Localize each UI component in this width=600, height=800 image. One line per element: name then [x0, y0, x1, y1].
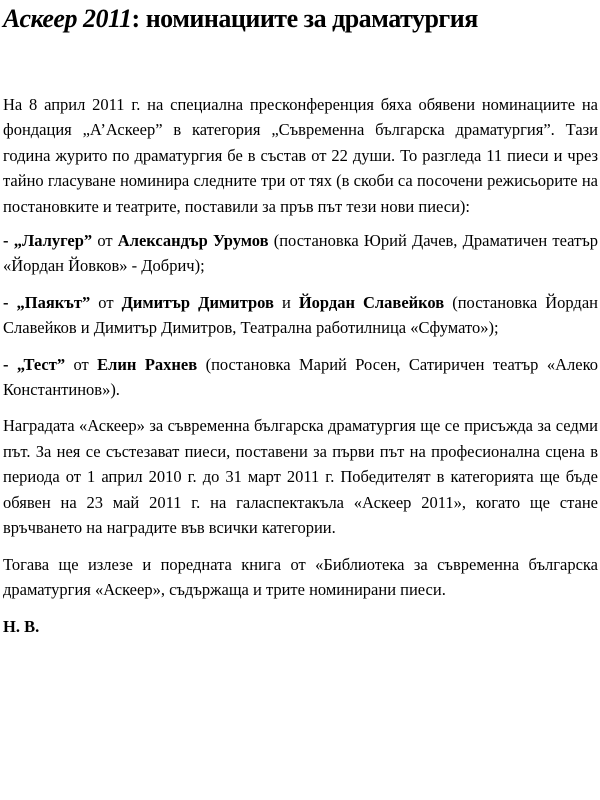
article-title: [3, 0, 598, 36]
nominee-item: [3, 290, 598, 341]
author-signature: Н. В.: [3, 617, 40, 637]
nominee-play-title: „Паякът”: [16, 292, 91, 312]
article-body: [3, 92, 598, 602]
nominee-author: Александър Урумов: [117, 231, 269, 251]
nominee-by: от: [65, 354, 98, 374]
nominee-details: (постановка Йордан Славейков и Димитър Димитров, Театрална работилница «Сфумато»);: [3, 292, 598, 338]
nominee-and: и: [273, 292, 299, 312]
nominee-by: от: [90, 292, 122, 312]
nominee-author: Димитър Димитров: [121, 292, 274, 312]
nominee-play-title: „Лалугер”: [13, 231, 93, 251]
nominee-bullet: -: [3, 231, 14, 251]
nominee-bullet: -: [3, 354, 17, 374]
article-title-rest: : номинациите за драматургия: [131, 4, 478, 33]
nominee-details: (постановка Юрий Дачев, Драматичен театър «Йордан Йовков» - Добрич);: [3, 231, 598, 276]
nominee-details: (постановка Марий Росен, Сатиричен театър «Алеко Константинов»).: [3, 354, 598, 400]
book-paragraph: Тогава ще излезе и поредната книга от «Библиотека за съвременна българска драматургия «Аскеер», съдържаща и трите номинирани пиеси.: [3, 554, 598, 599]
article-title-italic: Аскеер 2011: [3, 4, 132, 33]
nominee-author-2: Йордан Славейков: [298, 292, 445, 312]
nominee-author: Елин Рахнев: [97, 354, 198, 374]
nominee-bullet: -: [3, 292, 17, 312]
nominee-item: [3, 228, 598, 279]
nominee-play-title: „Тест”: [16, 354, 66, 374]
nominee-by: от: [92, 231, 118, 251]
nominee-item: [3, 352, 598, 403]
award-paragraph: Наградата «Аскеер» за съвременна българска драматургия ще се присъжда за седми път. За нея се състезават пиеси, поставени за първи път на професионална сцена в периода от 1 април 2010 г. до 31 март 2011 г. Победителят в категорията ще бъде обявен на 23 май 2011 г. на галаспектакъла «Аскеер 2011», когато ще стане връчването на наградите във всички категории.: [3, 416, 598, 538]
intro-paragraph: На 8 април 2011 г. на специална пресконференция бяха обявени номинациите на фондация „А’Аскеер” в категория „Съвременна българска драматургия”. Тази година журито по драматургия бе в състав от 22 души. То разгледа 11 пиеси и чрез тайно гласуване номинира следните три от тях (в скоби са посочени режисьорите на постановките и театрите, поставили за пръв път тези нови пиеси):: [3, 95, 598, 216]
